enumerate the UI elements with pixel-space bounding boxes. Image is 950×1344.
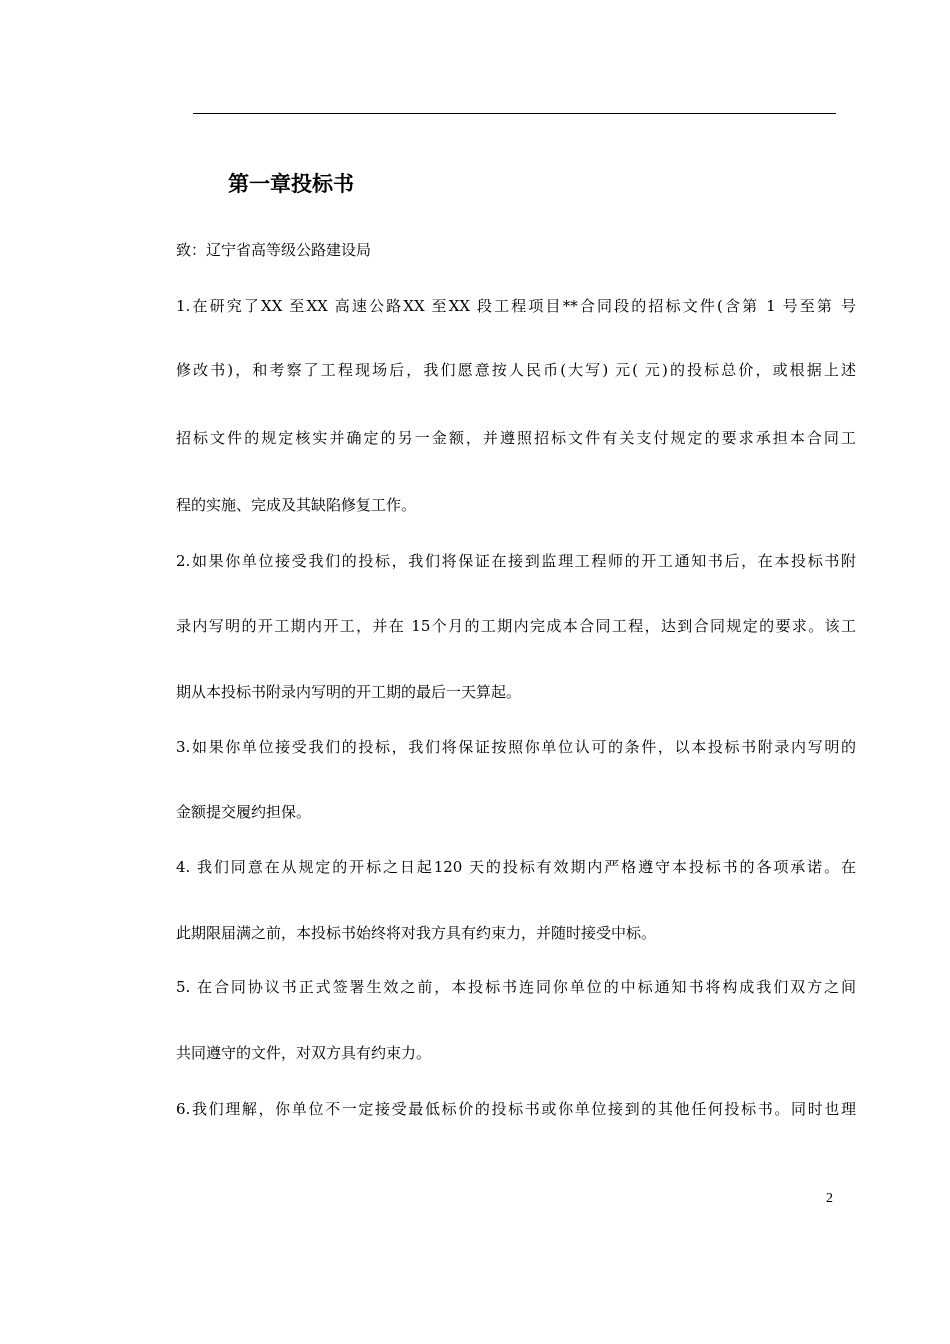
addressee-line: 致：辽宁省高等级公路建设局: [176, 241, 372, 259]
paragraph-line: 3.如果你单位接受我们的投标，我们将保证按照你单位认可的条件，以本投标书附录内写明的: [176, 738, 856, 756]
paragraph-line: 1.在研究了XX 至XX 高速公路XX 至XX 段工程项目**合同段的招标文件(含第 1 号至第 号: [176, 297, 856, 315]
paragraph-line: 6.我们理解，你单位不一定接受最低标价的投标书或你单位接到的其他任何投标书。同时也理: [176, 1100, 856, 1118]
page-number: 2: [826, 1191, 833, 1206]
chapter-title: 第一章投标书: [228, 172, 354, 196]
paragraph-line: 程的实施、完成及其缺陷修复工作。: [176, 496, 417, 514]
paragraph-line: 共同遵守的文件，对双方具有约束力。: [176, 1044, 432, 1062]
paragraph-line: 修改书)，和考察了工程现场后，我们愿意按人民币(大写) 元( 元)的投标总价，或根据上述: [176, 361, 856, 379]
paragraph-line: 此期限届满之前，本投标书始终将对我方具有约束力，并随时接受中标。: [176, 924, 657, 942]
paragraph-line: 5. 在合同协议书正式签署生效之前，本投标书连同你单位的中标通知书将构成我们双方之间: [176, 978, 856, 996]
paragraph-line: 4. 我们同意在从规定的开标之日起120 天的投标有效期内严格遵守本投标书的各项承诺。在: [176, 858, 856, 876]
paragraph-line: 期从本投标书附录内写明的开工期的最后一天算起。: [176, 683, 522, 701]
paragraph-line: 录内写明的开工期内开工，并在 15个月的工期内完成本合同工程，达到合同规定的要求。该工: [176, 617, 856, 635]
header-rule: [193, 113, 836, 114]
paragraph-line: 2.如果你单位接受我们的投标，我们将保证在接到监理工程师的开工通知书后，在本投标书附: [176, 552, 856, 570]
paragraph-line: 金额提交履约担保。: [176, 803, 312, 821]
paragraph-line: 招标文件的规定核实并确定的另一金额，并遵照招标文件有关支付规定的要求承担本合同工: [176, 429, 856, 447]
